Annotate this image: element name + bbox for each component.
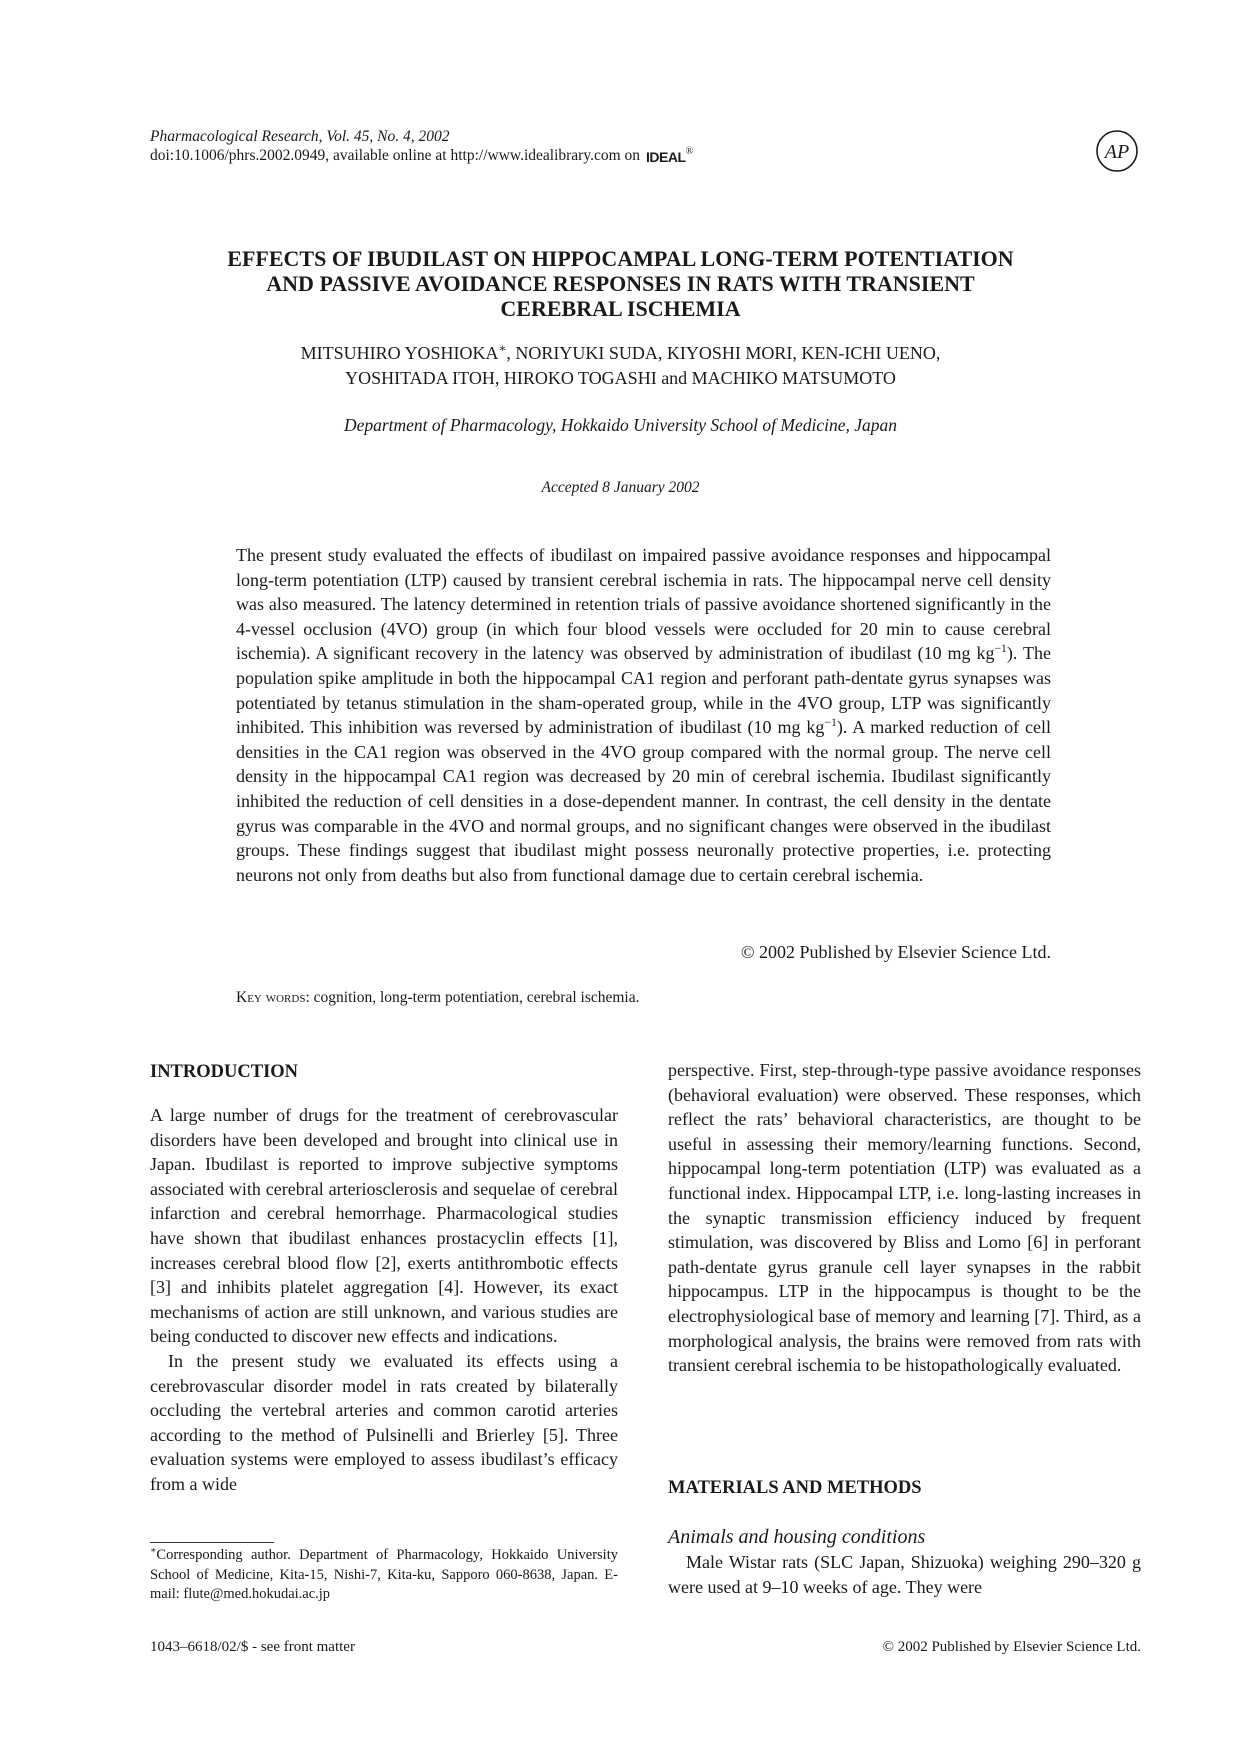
journal-citation: Pharmacological Research, Vol. 45, No. 4, 2002 bbox=[150, 128, 450, 145]
paragraph: A large number of drugs for the treatment of cerebrovascular disorders have been developed and brought into clinical use in Japan. Ibudilast is reported to improve subjective symptoms associated with cerebral arteriosclerosis and sequelae of cerebral infarction and cerebral hemorrhage. Pharmacological studies have shown that ibudilast enhances prostacyclin effects [1], increases cerebral blood flow [2], exerts antithrombotic effects [3] and inhibits platelet aggregation [4]. However, its exact mechanisms of action are still unknown, and various studies are being conducted to discover new effects and indications. bbox=[150, 1105, 618, 1347]
paragraph: In the present study we evaluated its effects using a cerebrovascular disorder model in rats created by bilaterally occluding the vertebral arteries and common carotid arteries according to the method of Pulsinelli and Brierley [5]. Three evaluation systems were employed to assess ibudilast’s efficacy from a wide bbox=[150, 1350, 618, 1494]
doi-line bbox=[150, 146, 693, 167]
authors-line-1: MITSUHIRO YOSHIOKA∗, NORIYUKI SUDA, KIYOSHI MORI, KEN-ICHI UENO, bbox=[300, 342, 941, 363]
article-title bbox=[140, 246, 1101, 321]
methods-heading: MATERIALS AND METHODS bbox=[668, 1478, 922, 1498]
title-line: CEREBRAL ISCHEMIA bbox=[500, 296, 741, 321]
paragraph: perspective. First, step-through-type passive avoidance responses (behavioral evaluation) were observed. These responses, which reflect the rats’ behavioral characteristics, are thought to be useful in assessing their memory/learning functions. Second, hippocampal long-term potentiation (LTP) was evaluated as a functional index. Hippocampal LTP, i.e. long-lasting increases in the synaptic transmission efficiency induced by frequent stimulation, was discovered by Bliss and Lomo [6] in perforant path-dentate gyrus granule cell layer synapses in the rabbit hippocampus. LTP in the hippocampus is thought to be the electrophysiological base of memory and learning [7]. Third, as a morphological analysis, the brains were removed from rats with transient cerebral ischemia to be histopathologically evaluated. bbox=[668, 1060, 1141, 1376]
introduction-continued bbox=[668, 1058, 1141, 1378]
svg-text:AP: AP bbox=[1104, 141, 1130, 163]
author-list bbox=[140, 341, 1101, 391]
copyright-footer: © 2002 Published by Elsevier Science Ltd. bbox=[882, 1639, 1141, 1655]
keywords-label: Key words bbox=[236, 989, 306, 1006]
corresponding-author-mark: ∗ bbox=[498, 342, 507, 355]
abstract: The present study evaluated the effects of ibudilast on impaired passive avoidance responses and hippocampal long-term potentiation (LTP) caused by transient cerebral ischemia in rats. The hippocampal nerve cell density was also measured. The latency determined in retention trials of passive avoidance shortened significantly in the 4-vessel occlusion (4VO) group (in which four blood vessels were occluded for 20 min to cause cerebral ischemia). A significant recovery in the latency was observed by administration of ibudilast (10 mg $kg^{-1}$). The population spike amplitude in both the hippocampal CA1 region and perforant path-dentate gyrus synapses was potentiated by tetanus stimulation in the sham-operated group, while in the 4VO group, LTP was significantly inhibited. This inhibition was reversed by administration of ibudilast (10 mg $kg^{-1}$). A marked reduction of cell densities in the CA1 region was observed in the 4VO group compared with the normal group. The nerve cell density in the hippocampal CA1 region was decreased by 20 min of cerebral ischemia. Ibudilast significantly inhibited the reduction of cell densities in a dose-dependent manner. In contrast, the cell density in the dentate gyrus was comparable in the 4VO and normal groups, and no significant changes were observed in the ibudilast groups. These findings suggest that ibudilast might possess neuronally protective properties, i.e. protecting neurons not only from deaths but also from functional damage due to certain cerebral ischemia. bbox=[236, 545, 1052, 885]
paragraph: Male Wistar rats (SLC Japan, Shizuoka) weighing 290–320 g were used at 9–10 weeks of age. They were bbox=[668, 1552, 1141, 1597]
footnote: ∗Corresponding author. Department of Pharmacology, Hokkaido University School of Medicine, Kita-15, Nishi-7, Kita-ku, Sapporo 060-8638, Japan. E-mail: flute@med.hokudai.ac.jp bbox=[150, 1546, 618, 1602]
ideal-logo: IDEAL bbox=[646, 149, 686, 165]
issn-footer: 1043–6618/02/$ - see front matter bbox=[150, 1639, 355, 1655]
introduction-heading: INTRODUCTION bbox=[150, 1062, 299, 1082]
footnote-mark: ∗ bbox=[150, 1546, 157, 1557]
doi-text: doi:10.1006/phrs.2002.0949, available online at http://www.idealibrary.com on bbox=[150, 147, 641, 164]
subsection-heading: Animals and housing conditions bbox=[668, 1526, 926, 1548]
affiliation: Department of Pharmacology, Hokkaido University School of Medicine, Japan bbox=[343, 415, 898, 435]
registered-mark: ® bbox=[685, 145, 694, 157]
keywords-text: : cognition, long-term potentiation, cerebral ischemia. bbox=[305, 989, 640, 1006]
authors-line-2: YOSHITADA ITOH, HIROKO TOGASHI and MACHIKO MATSUMOTO bbox=[345, 368, 896, 388]
keywords bbox=[236, 988, 639, 1008]
ap-publisher-logo bbox=[1095, 129, 1139, 173]
accepted-date: Accepted 8 January 2002 bbox=[541, 479, 700, 496]
introduction-body bbox=[150, 1103, 618, 1497]
abstract-copyright: © 2002 Published by Elsevier Science Ltd. bbox=[740, 942, 1051, 962]
footnote-divider bbox=[150, 1542, 274, 1543]
title-line: EFFECTS OF IBUDILAST ON HIPPOCAMPAL LONG-TERM POTENTIATION bbox=[227, 246, 1014, 271]
methods-body bbox=[668, 1550, 1141, 1599]
title-line: AND PASSIVE AVOIDANCE RESPONSES IN RATS WITH TRANSIENT bbox=[266, 271, 975, 296]
